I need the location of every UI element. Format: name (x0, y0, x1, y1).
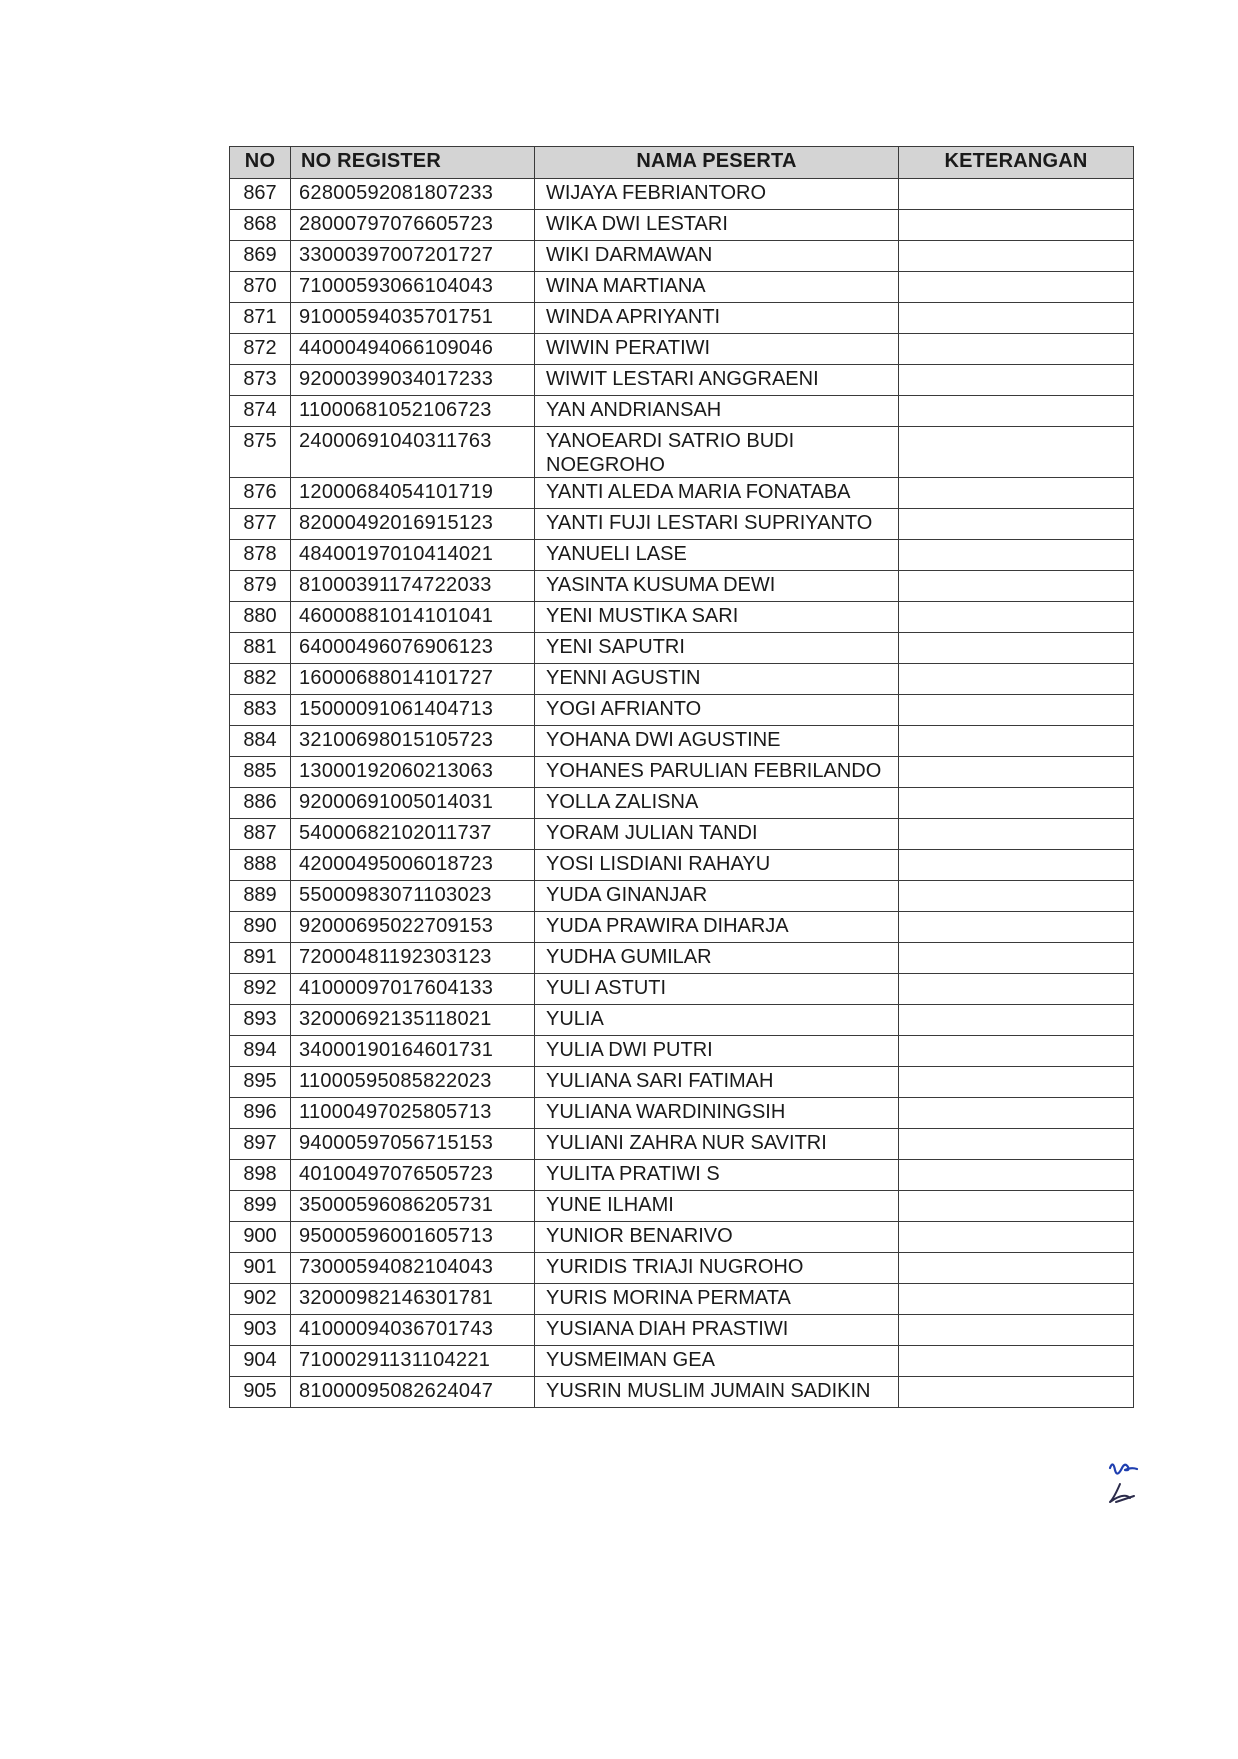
table-row (230, 241, 1134, 272)
table-row (230, 272, 1134, 303)
register-number-cell: 46000881014101041 (291, 602, 535, 633)
participant-name-cell: YUSMEIMAN GEA (535, 1346, 899, 1377)
remarks-cell (899, 1253, 1134, 1284)
row-number-cell: 874 (230, 396, 291, 427)
participant-name-cell: YOLLA ZALISNA (535, 788, 899, 819)
table-header (230, 147, 1134, 179)
register-number-cell: 32100698015105723 (291, 726, 535, 757)
register-number-cell: 41000097017604133 (291, 974, 535, 1005)
table-row (230, 1005, 1134, 1036)
remarks-cell (899, 478, 1134, 509)
table-row (230, 602, 1134, 633)
participant-name-cell: YENNI AGUSTIN (535, 664, 899, 695)
column-header-remarks: KETERANGAN (899, 147, 1134, 179)
remarks-cell (899, 974, 1134, 1005)
table-row (230, 664, 1134, 695)
participant-name-cell: YULIANA SARI FATIMAH (535, 1067, 899, 1098)
table-row (230, 974, 1134, 1005)
table-row (230, 850, 1134, 881)
row-number-cell: 892 (230, 974, 291, 1005)
participant-name-cell: WINA MARTIANA (535, 272, 899, 303)
header-row (230, 147, 1134, 179)
register-number-cell: 81000095082624047 (291, 1377, 535, 1408)
remarks-cell (899, 509, 1134, 540)
row-number-cell: 901 (230, 1253, 291, 1284)
table-row (230, 571, 1134, 602)
column-header-register: NO REGISTER (291, 147, 535, 179)
participant-table (229, 146, 1134, 1408)
register-number-cell: 95000596001605713 (291, 1222, 535, 1253)
participant-name-cell: YUDA PRAWIRA DIHARJA (535, 912, 899, 943)
remarks-cell (899, 912, 1134, 943)
remarks-cell (899, 757, 1134, 788)
participant-name-cell: YULIA (535, 1005, 899, 1036)
row-number-cell: 889 (230, 881, 291, 912)
participant-name-cell: WINDA APRIYANTI (535, 303, 899, 334)
row-number-cell: 893 (230, 1005, 291, 1036)
row-number-cell: 870 (230, 272, 291, 303)
table-row (230, 1129, 1134, 1160)
row-number-cell: 867 (230, 179, 291, 210)
remarks-cell (899, 210, 1134, 241)
participant-name-cell: YUSIANA DIAH PRASTIWI (535, 1315, 899, 1346)
register-number-cell: 71000291131104221 (291, 1346, 535, 1377)
register-number-cell: 54000682102011737 (291, 819, 535, 850)
register-number-cell: 40100497076505723 (291, 1160, 535, 1191)
row-number-cell: 890 (230, 912, 291, 943)
table-row (230, 633, 1134, 664)
remarks-cell (899, 1036, 1134, 1067)
table-row (230, 1036, 1134, 1067)
table-row (230, 396, 1134, 427)
remarks-cell (899, 664, 1134, 695)
participant-name-cell: YUNE ILHAMI (535, 1191, 899, 1222)
table-row (230, 1284, 1134, 1315)
row-number-cell: 881 (230, 633, 291, 664)
row-number-cell: 871 (230, 303, 291, 334)
handwritten-initials-icon (1100, 1440, 1180, 1520)
column-header-name: NAMA PESERTA (535, 147, 899, 179)
row-number-cell: 886 (230, 788, 291, 819)
table-row (230, 912, 1134, 943)
row-number-cell: 877 (230, 509, 291, 540)
row-number-cell: 875 (230, 427, 291, 478)
row-number-cell: 895 (230, 1067, 291, 1098)
register-number-cell: 48400197010414021 (291, 540, 535, 571)
row-number-cell: 894 (230, 1036, 291, 1067)
row-number-cell: 880 (230, 602, 291, 633)
participant-name-cell: YOGI AFRIANTO (535, 695, 899, 726)
table-row (230, 1377, 1134, 1408)
row-number-cell: 903 (230, 1315, 291, 1346)
table-row (230, 695, 1134, 726)
participant-name-cell: YULIANI ZAHRA NUR SAVITRI (535, 1129, 899, 1160)
remarks-cell (899, 633, 1134, 664)
register-number-cell: 94000597056715153 (291, 1129, 535, 1160)
remarks-cell (899, 819, 1134, 850)
participant-name-cell: YULIANA WARDININGSIH (535, 1098, 899, 1129)
register-number-cell: 92000691005014031 (291, 788, 535, 819)
participant-name-cell: YENI SAPUTRI (535, 633, 899, 664)
register-number-cell: 28000797076605723 (291, 210, 535, 241)
register-number-cell: 91000594035701751 (291, 303, 535, 334)
register-number-cell: 24000691040311763 (291, 427, 535, 478)
remarks-cell (899, 1098, 1134, 1129)
participant-name-cell: WIWIT LESTARI ANGGRAENI (535, 365, 899, 396)
remarks-cell (899, 1067, 1134, 1098)
remarks-cell (899, 427, 1134, 478)
register-number-cell: 32000692135118021 (291, 1005, 535, 1036)
register-number-cell: 16000688014101727 (291, 664, 535, 695)
register-number-cell: 15000091061404713 (291, 695, 535, 726)
participant-list-sheet (229, 146, 1133, 1408)
remarks-cell (899, 1284, 1134, 1315)
remarks-cell (899, 602, 1134, 633)
table-row (230, 757, 1134, 788)
participant-name-cell: YUNIOR BENARIVO (535, 1222, 899, 1253)
participant-name-cell: YENI MUSTIKA SARI (535, 602, 899, 633)
register-number-cell: 72000481192303123 (291, 943, 535, 974)
row-number-cell: 900 (230, 1222, 291, 1253)
row-number-cell: 891 (230, 943, 291, 974)
remarks-cell (899, 1315, 1134, 1346)
register-number-cell: 34000190164601731 (291, 1036, 535, 1067)
remarks-cell (899, 850, 1134, 881)
register-number-cell: 35000596086205731 (291, 1191, 535, 1222)
remarks-cell (899, 726, 1134, 757)
register-number-cell: 62800592081807233 (291, 179, 535, 210)
row-number-cell: 905 (230, 1377, 291, 1408)
remarks-cell (899, 571, 1134, 602)
remarks-cell (899, 365, 1134, 396)
table-row (230, 943, 1134, 974)
register-number-cell: 42000495006018723 (291, 850, 535, 881)
row-number-cell: 885 (230, 757, 291, 788)
participant-name-cell: YASINTA KUSUMA DEWI (535, 571, 899, 602)
participant-name-cell: YOHANA DWI AGUSTINE (535, 726, 899, 757)
participant-name-cell: YORAM JULIAN TANDI (535, 819, 899, 850)
row-number-cell: 898 (230, 1160, 291, 1191)
table-row (230, 478, 1134, 509)
row-number-cell: 896 (230, 1098, 291, 1129)
row-number-cell: 883 (230, 695, 291, 726)
participant-name-cell: YAN ANDRIANSAH (535, 396, 899, 427)
row-number-cell: 888 (230, 850, 291, 881)
participant-name-cell: YANUELI LASE (535, 540, 899, 571)
remarks-cell (899, 1005, 1134, 1036)
participant-name-cell: YULI ASTUTI (535, 974, 899, 1005)
register-number-cell: 55000983071103023 (291, 881, 535, 912)
remarks-cell (899, 179, 1134, 210)
participant-name-cell: YULITA PRATIWI S (535, 1160, 899, 1191)
row-number-cell: 869 (230, 241, 291, 272)
table-row (230, 1160, 1134, 1191)
table-row (230, 788, 1134, 819)
remarks-cell (899, 943, 1134, 974)
row-number-cell: 872 (230, 334, 291, 365)
remarks-cell (899, 1222, 1134, 1253)
table-row (230, 179, 1134, 210)
table-row (230, 210, 1134, 241)
participant-name-cell: YUSRIN MUSLIM JUMAIN SADIKIN (535, 1377, 899, 1408)
register-number-cell: 44000494066109046 (291, 334, 535, 365)
participant-name-cell: YOSI LISDIANI RAHAYU (535, 850, 899, 881)
column-header-no: NO (230, 147, 291, 179)
register-number-cell: 11000595085822023 (291, 1067, 535, 1098)
register-number-cell: 13000192060213063 (291, 757, 535, 788)
remarks-cell (899, 1377, 1134, 1408)
remarks-cell (899, 1346, 1134, 1377)
table-row (230, 1191, 1134, 1222)
remarks-cell (899, 695, 1134, 726)
participant-name-cell: YANOEARDI SATRIO BUDI NOEGROHO (535, 427, 899, 478)
participant-name-cell: YANTI ALEDA MARIA FONATABA (535, 478, 899, 509)
participant-name-cell: YULIA DWI PUTRI (535, 1036, 899, 1067)
participant-name-cell: YUDHA GUMILAR (535, 943, 899, 974)
table-row (230, 334, 1134, 365)
table-row (230, 819, 1134, 850)
table-row (230, 1346, 1134, 1377)
row-number-cell: 873 (230, 365, 291, 396)
register-number-cell: 82000492016915123 (291, 509, 535, 540)
table-row (230, 1098, 1134, 1129)
table-row (230, 1222, 1134, 1253)
remarks-cell (899, 788, 1134, 819)
participant-name-cell: YURIS MORINA PERMATA (535, 1284, 899, 1315)
row-number-cell: 904 (230, 1346, 291, 1377)
remarks-cell (899, 1160, 1134, 1191)
remarks-cell (899, 272, 1134, 303)
register-number-cell: 41000094036701743 (291, 1315, 535, 1346)
remarks-cell (899, 540, 1134, 571)
remarks-cell (899, 1191, 1134, 1222)
table-row (230, 1253, 1134, 1284)
row-number-cell: 882 (230, 664, 291, 695)
table-row (230, 303, 1134, 334)
remarks-cell (899, 303, 1134, 334)
register-number-cell: 73000594082104043 (291, 1253, 535, 1284)
table-row (230, 365, 1134, 396)
register-number-cell: 32000982146301781 (291, 1284, 535, 1315)
remarks-cell (899, 1129, 1134, 1160)
table-row (230, 1315, 1134, 1346)
table-row (230, 427, 1134, 478)
register-number-cell: 11000497025805713 (291, 1098, 535, 1129)
remarks-cell (899, 396, 1134, 427)
participant-name-cell: WIJAYA FEBRIANTORO (535, 179, 899, 210)
remarks-cell (899, 334, 1134, 365)
row-number-cell: 879 (230, 571, 291, 602)
row-number-cell: 887 (230, 819, 291, 850)
register-number-cell: 92000399034017233 (291, 365, 535, 396)
participant-name-cell: WIWIN PERATIWI (535, 334, 899, 365)
participant-name-cell: YUDA GINANJAR (535, 881, 899, 912)
register-number-cell: 11000681052106723 (291, 396, 535, 427)
participant-name-cell: YOHANES PARULIAN FEBRILANDO (535, 757, 899, 788)
row-number-cell: 868 (230, 210, 291, 241)
register-number-cell: 71000593066104043 (291, 272, 535, 303)
participant-name-cell: YANTI FUJI LESTARI SUPRIYANTO (535, 509, 899, 540)
row-number-cell: 899 (230, 1191, 291, 1222)
row-number-cell: 884 (230, 726, 291, 757)
register-number-cell: 12000684054101719 (291, 478, 535, 509)
row-number-cell: 878 (230, 540, 291, 571)
row-number-cell: 897 (230, 1129, 291, 1160)
register-number-cell: 64000496076906123 (291, 633, 535, 664)
table-body (230, 179, 1134, 1408)
row-number-cell: 902 (230, 1284, 291, 1315)
participant-name-cell: WIKI DARMAWAN (535, 241, 899, 272)
table-row (230, 1067, 1134, 1098)
register-number-cell: 92000695022709153 (291, 912, 535, 943)
row-number-cell: 876 (230, 478, 291, 509)
table-row (230, 726, 1134, 757)
participant-name-cell: YURIDIS TRIAJI NUGROHO (535, 1253, 899, 1284)
participant-name-cell: WIKA DWI LESTARI (535, 210, 899, 241)
register-number-cell: 33000397007201727 (291, 241, 535, 272)
register-number-cell: 81000391174722033 (291, 571, 535, 602)
table-row (230, 540, 1134, 571)
remarks-cell (899, 881, 1134, 912)
table-row (230, 881, 1134, 912)
table-row (230, 509, 1134, 540)
remarks-cell (899, 241, 1134, 272)
